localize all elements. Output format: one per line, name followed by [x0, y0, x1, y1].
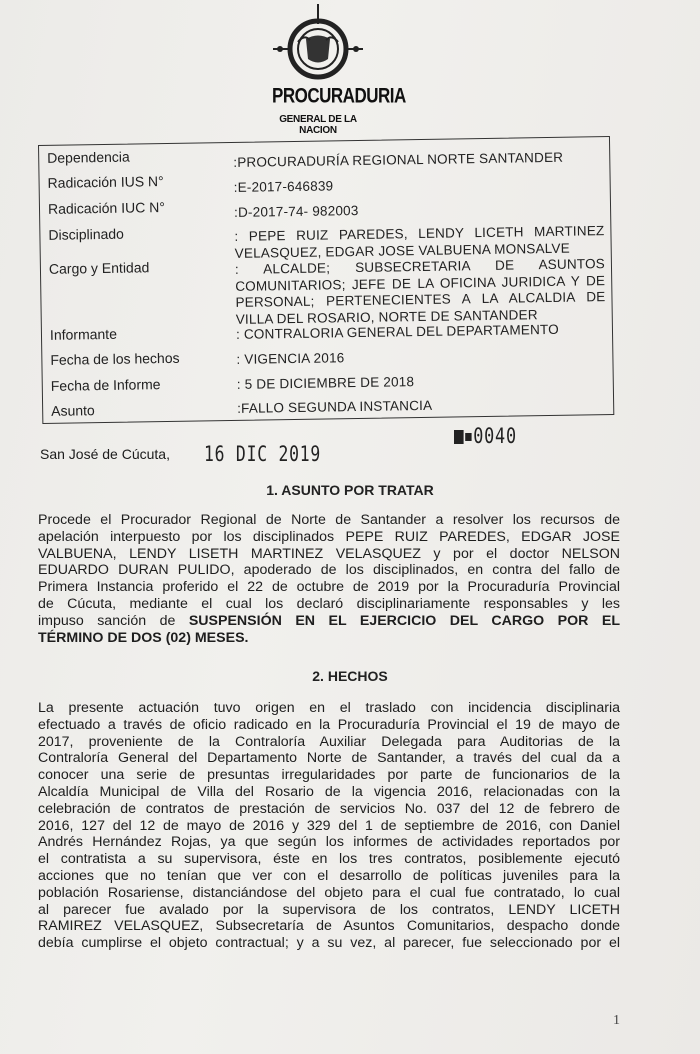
info-value-informante: : CONTRALORIA GENERAL DEL DEPARTAMENTO: [235, 321, 559, 342]
info-value-disciplinado: : PEPE RUIZ PAREDES, LENDY LICETH MARTINEZ VELASQUEZ, EDGAR JOSE VALBUENA MONSALVE: [234, 223, 605, 261]
info-label-radicacion-iuc: Radicación IUC N°: [47, 199, 165, 217]
number-stamp-value: 0040: [473, 424, 517, 448]
section2-paragraph: [38, 700, 620, 952]
stamp-mark-icon: [454, 430, 464, 444]
section1-line: TÉRMINO DE DOS (02) MESES.: [38, 629, 249, 646]
section2-line: acciones que no tenían que ver con el desarrollo de políticas juveniles para la: [38, 867, 620, 884]
section2-line: población Rosariense, distanciándose del objeto para el cual fue contratado, lo cual: [38, 884, 620, 901]
stamp-dash-icon: [465, 433, 471, 441]
section1-title: 1. ASUNTO POR TRATAR: [266, 482, 434, 498]
info-label-fecha-informe: Fecha de Informe: [50, 376, 161, 394]
date-stamp: 16 DIC 2019: [204, 442, 322, 466]
info-value-asunto: :FALLO SEGUNDA INSTANCIA: [237, 397, 433, 416]
section1-line: EDUARDO DURAN PULIDO, apoderado de los disciplinados, en contra del fallo de: [38, 562, 620, 579]
section2-title: 2. HECHOS: [312, 668, 388, 684]
section1-line-sanction: [38, 613, 620, 630]
info-value-radicacion-iuc: :D-2017-74- 982003: [233, 202, 359, 220]
section2-line: Contraloría General del Departamento Norte de Santander, a través del cual da a: [38, 750, 620, 767]
info-value-cargo-entidad: : ALCALDE; SUBSECRETARIA DE ASUNTOS COMUNITARIOS; JEFE DE LA OFICINA JURIDICA Y DE PERSONAL; PERTENECIENTES A LA ALCALDIA DE VILLA DEL ROSARIO, NORTE DE SANTANDER: [234, 256, 606, 327]
section2-line: RAMIREZ VELASQUEZ, Subsecretaría de Asuntos Comunitarios, despacho donde: [38, 918, 620, 935]
section1-line: apelación interpuesto por los disciplinados PEPE RUIZ PAREDES, EDGAR JOSE: [38, 528, 620, 545]
section2-line: 2017, proveniente de la Contraloría Auxiliar Delegada para Auditorias de la: [38, 733, 620, 750]
section2-line: Alcaldía Municipal de Villa del Rosario de la vigencia 2016, relacionadas con la: [38, 783, 620, 800]
info-value-dependencia: :PROCURADURÍA REGIONAL NORTE SANTANDER: [233, 149, 564, 170]
info-value-fecha-informe: : 5 DE DICIEMBRE DE 2018: [236, 374, 415, 392]
info-label-fecha-hechos: Fecha de los hechos: [50, 349, 180, 368]
sanction-text: SUSPENSIÓN EN EL EJERCICIO DEL CARGO POR EL: [188, 612, 620, 629]
number-stamp: [454, 424, 517, 448]
section2-line: La presente actuación tuvo origen en el traslado con incidencia disciplinaria: [38, 700, 620, 716]
section2-line: conocer una serie de presuntas irregularidades por parte de funcionarios de la: [38, 767, 620, 784]
section1-line: de Cúcuta, mediante el cual los declaró disciplinariamente responsables y les: [38, 595, 620, 612]
page-number: 1: [613, 1013, 620, 1028]
section1-line: Primera Instancia proferido el 22 de octubre de 2019 por la Procuraduría Provincial: [38, 579, 620, 596]
info-label-asunto: Asunto: [51, 402, 95, 419]
info-label-cargo-entidad: Cargo y Entidad: [48, 259, 150, 277]
case-info-box: [38, 136, 614, 424]
section2-line: 2016, 127 del 12 de mayo de 2016 y 329 del 1 de septiembre de 2016, con Daniel: [38, 817, 620, 834]
info-value-fecha-hechos: : VIGENCIA 2016: [236, 350, 345, 367]
section2-line: Andrés Hernández Rojas, ya que según los informes de actividades reportados por: [38, 834, 620, 851]
section2-line: debía cumplirse el objeto contractual; y a su vez, al parecer, fue seleccionado por el: [38, 935, 620, 952]
section1-line: VALBUENA, LENDY LISETH MARTINEZ VELASQUEZ y por el doctor NELSON: [38, 545, 620, 562]
logo-subtitle: GENERAL DE LA NACION: [279, 114, 357, 136]
info-value-radicacion-ius: :E-2017-646839: [233, 178, 334, 195]
place-text: San José de Cúcuta,: [40, 446, 170, 462]
section2-line: al parecer fue avalado por la supervisora de los contratos, LENDY LICETH: [38, 901, 620, 918]
section2-line: efectuado a través de oficio radicado en la Procuraduría Provincial el 19 de mayo de: [38, 716, 620, 733]
info-label-disciplinado: Disciplinado: [48, 225, 125, 243]
section1-line: Procede el Procurador Regional de Norte de Santander a resolver los recursos de: [38, 512, 620, 528]
info-label-dependencia: Dependencia: [47, 148, 130, 166]
info-label-informante: Informante: [49, 325, 118, 343]
logo-title: PROCURADURIA: [272, 83, 406, 108]
section2-line: el contratista a su supervisora, éste en los tres contratos, posiblemente ejecutó: [38, 851, 620, 868]
section2-line: celebración de contratos de prestación de servicios No. 037 del 12 de febrero de: [38, 800, 620, 817]
sanction-intro: impuso sanción de: [38, 612, 189, 629]
section1-paragraph: [38, 512, 620, 646]
info-label-radicacion-ius: Radicación IUS N°: [47, 173, 164, 191]
